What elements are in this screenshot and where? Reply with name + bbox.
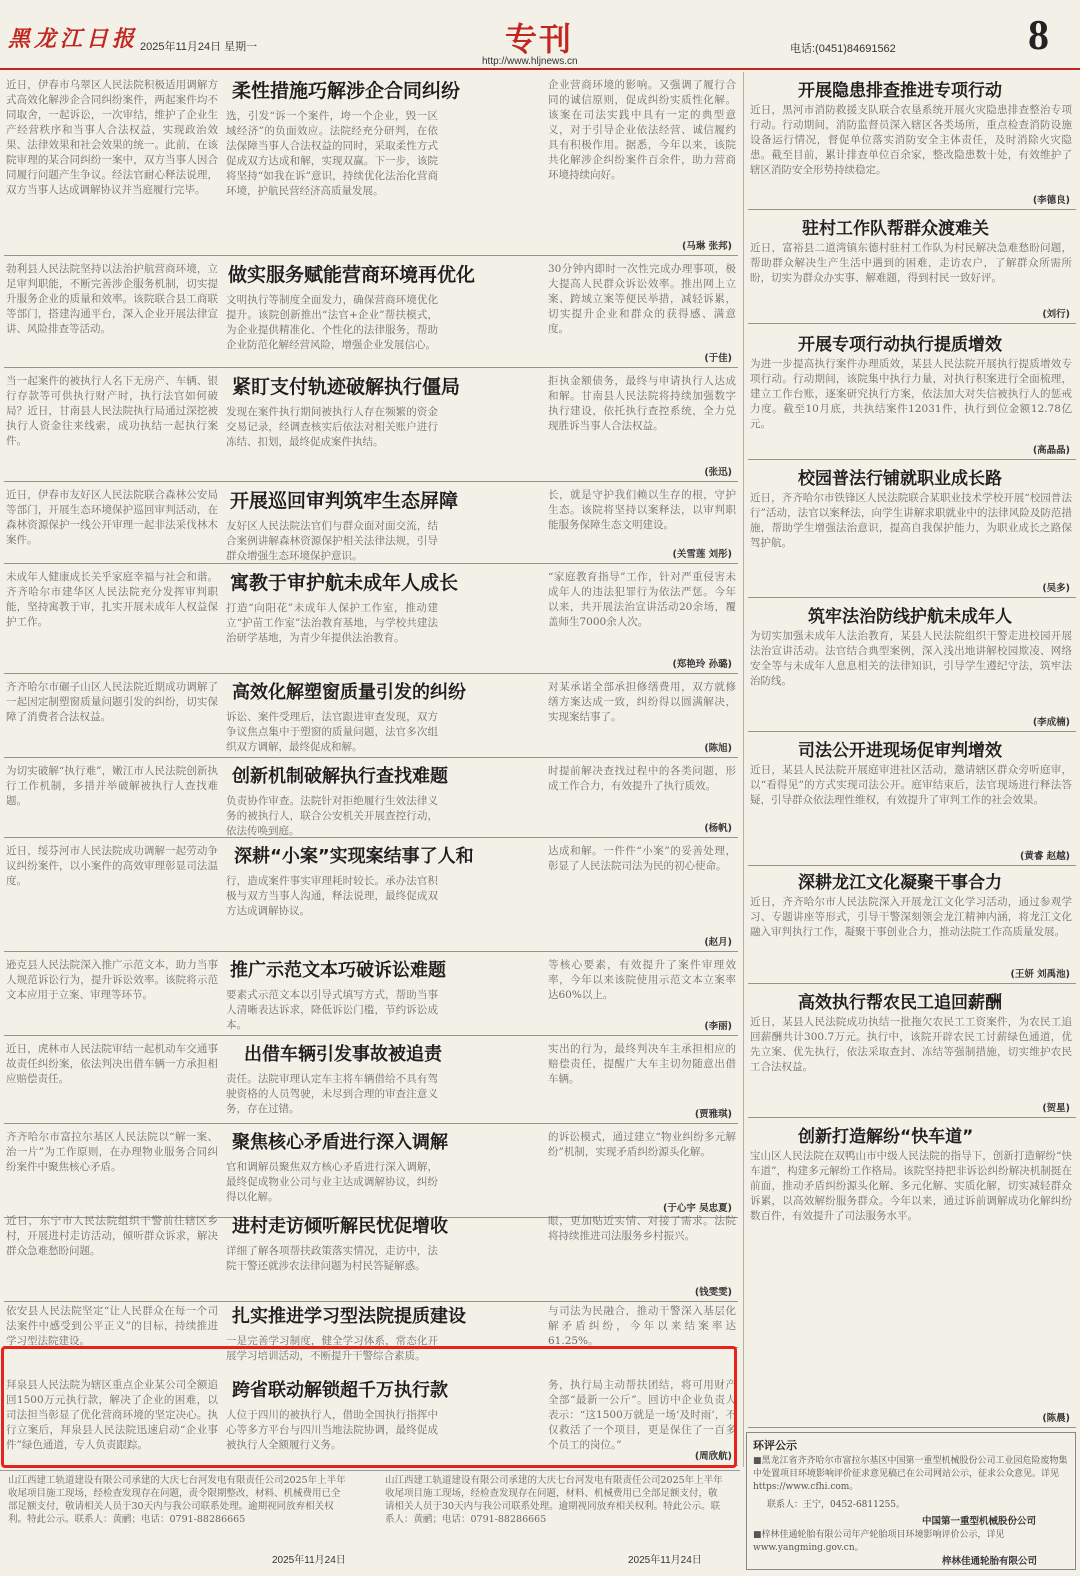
highlight-frame [1,1346,737,1468]
article-body-middle: 选，引发“诉一个案件，垮一个企业，毁一区域经济”的负面效应。法院经充分研判，在依法保障当事人合法权益的同时，采取柔性方式促成双方达成和解，实现双赢。下一步，该院将坚持“如我在诉”意识，持续优化法治化营商环境，护航民营经济高质量发展。 [226,110,438,197]
article-divider [4,951,738,952]
article-body-right: 30分钟内即时一次性完成办理事项，极大提高人民群众诉讼效率。推出网上立案、跨域立案等便民举措，减轻诉累，切实提升企业和群众的获得感、满意度。 [548,263,736,335]
article [6,74,738,254]
article-body-middle: 详细了解各项帮扶政策落实情况，走访中，法院干警还就涉农法律问题为村民答疑解惑。 [226,1245,438,1272]
article-headline[interactable]: 开展专项行动执行提质增效 [798,335,1002,355]
article [6,566,738,672]
article-body-middle: 要素式示范文本以引导式填写方式，帮助当事人清晰表达诉求，降低诉讼门槛，节约诉讼成本。 [226,989,438,1031]
article-headline[interactable]: 校园普法行铺就职业成长路 [798,469,1002,489]
article-divider [748,459,1076,460]
article-body-left: 逊克县人民法院深入推广示范文本，助力当事人规范诉讼行为，提升诉讼效率。该院将示范文本应用于立案、审理等环节。 [6,959,218,1001]
article [6,676,738,756]
article-body-left: 拜泉县人民法院为辖区重点企业某公司全额追回1500万元执行款，解决了企业的困难，以司法担当彰显了优化营商环境的坚定决心。执行立案后，拜泉县人民法院迅速启动“企业事件”绿色通道，专人负责跟踪。 [6,1379,218,1451]
article-headline[interactable]: 柔性措施巧解涉企合同纠纷 [232,80,461,102]
article-divider [748,209,1076,210]
article-divider [4,757,738,758]
article-byline: (关雪莲 刘彤) [672,549,732,560]
article-headline[interactable]: 聚焦核心矛盾进行深入调解 [232,1132,448,1153]
article-body-middle: 人位于四川的被执行人，借助全国执行指挥中心等多方平台与四川当地法院协调，最终促成被执行人全额履行义务。 [226,1409,438,1451]
article-headline[interactable]: 进村走访倾听解民忧促增收 [232,1216,448,1237]
masthead [0,0,1080,70]
article [6,1126,738,1216]
article-body-right: 时提前解决查找过程中的各类问题，形成工作合力，有效提升了执行质效。 [548,765,736,792]
article-divider [4,1035,738,1036]
article-body-right: 眼，更加贴近实情、对接了需求。法院将持续推进司法服务乡村振兴。 [548,1215,736,1242]
article-body: 为切实加强未成年人法治教育，某县人民法院组织干警走进校园开展法治宣讲活动。法官结合典型案例，深入浅出地讲解校园欺凌、网络安全等与未成年人息息相关的法律知识，引导学生遵纪守法，筑牢法治防线。 [750,630,1072,687]
article-byline: (陈晨) [1042,1413,1070,1424]
article-divider [748,731,1076,732]
article-divider [4,673,738,674]
article-body-left: 为切实破解“执行难”，嫩江市人民法院创新执行工作机制，多措并举破解被执行人查找难题。 [6,765,218,807]
issue-date: 2025年11月24日 星期一 [140,41,258,53]
article-body: 为进一步提高执行案件办理质效，某县人民法院开展执行提质增效专项行动。行动期间，该院集中执行力量，对执行积案进行全面梳理，建立工作台账，逐案研究执行方案，依法加大对失信被执行人的惩戒力度。截至10月底，共执结案件12031件，执行到位金额12.78亿元。 [750,358,1072,430]
article-body-middle: 一是完善学习制度，健全学习体系，常态化开展学习培训活动，不断提升干警综合素质。 [226,1335,438,1362]
article-byline: (钱雯雯) [694,1287,732,1298]
article [6,954,738,1034]
bottom-notice-left: 山江西建工轨道建设有限公司承建的大庆七台河发电有限责任公司2025年上半年收尾项目施工现场，经检查发现存在问题，责令限期整改，材料、机械费用已全部足额支付，敬请相关人员于30天内与我公司联系处理。逾期视同放弃相关权利。特此公示。联系人：黄鹂；电话：0791-88286665 [8,1475,346,1525]
article [6,840,738,950]
article-byline: (周欣航) [694,1451,732,1462]
article-divider [4,563,738,564]
article-byline: (于佳) [704,353,732,364]
article-body-middle: 友好区人民法院法官们与群众面对面交流，结合案例讲解森林资源保护相关法律法规，引导群众增强生态环境保护意识。 [226,520,438,562]
article-body: 近日，齐齐哈尔市铁锋区人民法院联合某职业技术学校开展“校园普法行”活动，法官以案释法，向学生讲解求职就业中的法律风险及防范措施，帮助学生增强法治意识，提高自我保护能力，为职业成长之路保驾护航。 [750,492,1072,549]
notice-body-1: ■黑龙江省齐齐哈尔市富拉尔基区中国第一重型机械股份公司工业园危险废物集中处置项目环境影响评价征求意见稿已在公司网站公示，征求公众意见。详见https://www.cfhi.com。 [753,1456,1068,1492]
article-byline: (王妍 刘禹池) [1010,969,1070,980]
article-body-right: “家庭教育指导”工作，针对严重侵害未成年人的违法犯罪行为依法严惩。今年以来，共开展法治宣讲活动20余场，覆盖师生7000余人次。 [548,571,736,628]
article-byline: (张迅) [704,467,732,478]
article-body-right: 的诉讼模式，通过建立“物业纠纷多元解纷”机制，实现矛盾纠纷源头化解。 [548,1131,736,1158]
article-body: 宝山区人民法院在双鸭山市中级人民法院的指导下，创新打造解纷“快车道”，构建多元解纷工作格局。该院坚持把非诉讼纠纷解决机制挺在前面，推动矛盾纠纷源头化解、多元化解、实质化解，切实减轻群众诉累，以高效解纷服务群众。今年以来，通过诉前调解成功化解纠纷数百件，有效提升了司法服务水平。 [750,1150,1072,1222]
article-byline: (吴多) [1042,583,1070,594]
article-body-left: 近日，绥芬河市人民法院成功调解一起劳动争议纠纷案件，以小案件的高效审理彰显司法温度。 [6,845,218,887]
article-byline: (李德良) [1032,195,1070,206]
article-body-left: 齐齐哈尔市富拉尔基区人民法院以“解一案、治一片”为工作原则，在办理物业服务合同纠纷案件中聚焦核心矛盾。 [6,1131,218,1173]
article-byline: (郑艳玲 孙璐) [672,659,732,670]
notice-company-1: 中国第一重型机械股份公司 [922,1516,1037,1527]
article-byline: (杨帆) [704,823,732,834]
article [6,760,738,836]
paper-name: 黑龙江日报 [8,26,139,52]
article-body: 近日，某县人民法院成功执结一批拖欠农民工工资案件，为农民工追回薪酬共计300.7万元。执行中，该院开辟农民工讨薪绿色通道，优先立案、优先执行，依法采取查封、冻结等强制措施，切实维护农民工合法权益。 [750,1016,1072,1073]
article [750,600,1076,730]
article-byline: (贾雅琪) [694,1109,732,1120]
article-body: 近日，黑河市消防救援支队联合农垦系统开展火灾隐患排查整治专项行动。行动期间，消防监督员深入辖区各类场所，重点检查消防设施设备运行情况，督促单位落实消防安全主体责任，及时消除火灾隐患。截至目前，累计排查单位百余家，整改隐患数十处，有效维护了辖区消防安全形势持续稳定。 [750,104,1072,176]
article-headline[interactable]: 高效执行帮农民工追回薪酬 [798,993,1002,1013]
article-body-left: 近日，虎林市人民法院审结一起机动车交通事故责任纠纷案，依法判决出借车辆一方承担相应赔偿责任。 [6,1043,218,1085]
article-byline: (刘行) [1042,309,1070,320]
article [750,74,1076,208]
article-divider [748,1427,1076,1428]
article-divider [4,837,738,838]
article-headline[interactable]: 做实服务赋能营商环境再优化 [228,264,476,286]
article-body-right: 企业营商环境的影响。又强调了履行合同的诚信原则，促成纠纷实质性化解。该案在司法实践中具有一定的典型意义，对于引导企业依法经营、诚信履约具有积极作用。据悉，今年以来，该院共化解涉企纠纷案件百余件，助力营商环境持续向好。 [548,79,736,181]
article-body-right: 达成和解。一件件“小案”的妥善处理，彰显了人民法院司法为民的初心使命。 [548,845,736,872]
article-byline: (高晶晶) [1032,445,1070,456]
masthead-rule [0,68,1080,70]
article-byline: (陈旭) [704,743,732,754]
article-headline[interactable]: 筑牢法治防线护航未成年人 [808,607,1012,627]
article-headline[interactable]: 高效化解塑窗质量引发的纠纷 [232,682,466,703]
article-headline[interactable]: 推广示范文本巧破诉讼难题 [230,960,446,981]
bottom-date-left: 2025年11月24日 [272,1555,346,1566]
article-headline[interactable]: 跨省联动解锁超千万执行款 [232,1380,448,1401]
article-divider [4,1123,738,1124]
bottom-notice-mid: 山江西建工轨道建设有限公司承建的大庆七台河发电有限责任公司2025年上半年收尾项目施工现场，经检查发现存在问题，材料、机械费用已全部足额支付，敬请相关人员于30天内与我公司联系处理。逾期视同放弃相关权利。特此公示。联系人：黄鹂；电话：0791-88286665 [385,1475,723,1525]
article-headline[interactable]: 深耕“小案”实现案结事了人和 [234,846,474,867]
article-divider [748,597,1076,598]
article [6,1300,738,1362]
article [6,1210,738,1300]
article [750,212,1076,322]
article-body-left: 近日，伊春市友好区人民法院联合森林公安局等部门，开展生态环境保护巡回审判活动，在森林资源保护一线公开审理一起非法采伐林木案件。 [6,489,218,546]
article-body-right: 拒执金额债务，最终与申请执行人达成和解。甘南县人民法院将持续加强数字执行建设，依托执行查控系统，全力兑现胜诉当事人合法权益。 [548,375,736,432]
article-headline[interactable]: 深耕龙江文化凝聚干事合力 [798,873,1002,893]
notice-title: 环评公示 [753,1439,797,1452]
column-divider [743,72,744,1467]
article-body-middle: 诉讼、案件受理后，法官跟进审查发现，双方争议焦点集中于塑窗的质量问题，法官多次组织双方调解，最终促成和解。 [226,711,438,753]
article-body-left: 当一起案件的被执行人名下无房产、车辆、银行存款等可供执行财产时，执行法官如何破局？近日，甘南县人民法院执行局通过深挖被执行人资金往来线索，成功执结一起执行案件。 [6,375,218,447]
article-body: 近日，齐齐哈尔市人民法院深入开展龙江文化学习活动，通过参观学习、专题讲座等形式，引导干警深刻领会龙江精神内涵，将龙江文化融入审判执行工作，凝聚干事创业合力，推动法院工作高质量发展。 [750,896,1072,938]
article-body-left: 近日，伊春市乌翠区人民法院积极适用调解方式高效化解涉企合同纠纷案件，两起案件均不同取舍，一起诉讼，一次审结，维护了企业生产经营秩序和当事人合法权益，实现政治效果、法律效果和社会效果的统一。此前，在该院审理的某合同纠纷一案中，双方当事人因合同履行问题产生争议。经法官耐心释法说理，双方当事人达成调解协议并当庭履行完毕。 [6,79,218,196]
article-headline[interactable]: 寓教于审护航未成年人成长 [230,572,459,594]
article [750,462,1076,596]
environmental-notice [746,1432,1076,1570]
article-body-right: 与司法为民融合，推动干警深入基层化解矛盾纠纷，今年以来结案率达61.25%。 [548,1305,736,1347]
article-headline[interactable]: 开展巡回审判筑牢生态屏障 [230,490,459,512]
article-headline[interactable]: 出借车辆引发事故被追责 [244,1044,442,1065]
article [750,328,1076,458]
article [6,1038,738,1122]
article-divider [748,1117,1076,1118]
article-body-middle: 负责协作审查。法院针对拒绝履行生效法律义务的被执行人，联合公安机关开展查控行动，依法传唤到庭。 [226,795,438,837]
article-byline: (李成楠) [1032,717,1070,728]
article [750,986,1076,1116]
article-divider [4,255,738,256]
article-byline: (李丽) [704,1021,732,1032]
article-body-middle: 责任。法院审理认定车主将车辆借给不具有驾驶资格的人员驾驶，未尽到合理的审查注意义务，存在过错。 [226,1073,438,1115]
article-body-right: 实出的行为，最终判决车主承担相应的赔偿责任，提醒广大车主切勿随意出借车辆。 [548,1043,736,1085]
notice-company-2: 梓林佳通轮胎有限公司 [942,1556,1038,1567]
page-number: 8 [1028,13,1049,59]
article-headline[interactable]: 创新机制破解执行查找难题 [232,766,448,787]
article-byline: (于心宇 吴忠夏) [663,1203,732,1214]
article-body-left: 依安县人民法院坚定“让人民群众在每一个司法案件中感受到公平正义”的目标，持续推进学习型法院建设。 [6,1305,218,1347]
article [6,484,738,562]
article [750,866,1076,982]
article-divider [748,983,1076,984]
article-body-left: 近日，东宁市人民法院组织干警前往辖区乡村，开展进村走访活动，倾听群众诉求，解决群众急难愁盼问题。 [6,1215,218,1257]
article-body-right: 长，就是守护我们赖以生存的根，守护生态。该院将坚持以案释法，以审判职能服务保障生态文明建设。 [548,489,736,531]
article [750,734,1076,864]
article-byline: (黄睿 赵越) [1020,851,1070,862]
notice-body-2: ■梓林佳通轮胎有限公司年产轮胎项目环境影响评价公示，详见 www.yangming.gov.cn。 [753,1530,1005,1553]
notice-contact: 联系人：王宁，0452-6811255。 [767,1500,906,1510]
phone-number: 电话:(0451)84691562 [790,43,896,55]
article-headline[interactable]: 开展隐患排查推进专项行动 [798,81,1002,101]
article-body-left: 未成年人健康成长关乎家庭幸福与社会和谐。齐齐哈尔市建华区人民法院充分发挥审判职能，坚持寓教于审，扎实开展未成年人权益保护工作。 [6,571,218,628]
article-byline: (贺星) [1042,1103,1070,1114]
article-headline[interactable]: 紧盯支付轨迹破解执行僵局 [232,376,461,398]
article-byline: (马琳 张邦) [682,241,732,252]
article-body-middle: 打造“向阳花”未成年人保护工作室，推动建立“护苗工作室”法治教育基地，与学校共建法治研学基地，为青少年提供法治教育。 [226,602,438,644]
article-body: 近日，富裕县二道湾镇东德村驻村工作队为村民解决急难愁盼问题，帮助群众解决生产生活中遇到的困难，走访农户，了解群众所需所盼，切实为群众办实事、解难题，得到村民一致好评。 [750,242,1072,284]
article [750,1120,1076,1426]
article-divider [4,367,738,368]
article-divider [748,323,1076,324]
article-headline[interactable]: 驻村工作队帮群众渡难关 [802,219,989,239]
article-body: 近日，某县人民法院开展庭审进社区活动，邀请辖区群众旁听庭审，以“看得见”的方式实现司法公开。庭审结束后，法官现场进行释法答疑，引导群众依法理性维权，有效提升了审判工作的社会效果。 [750,764,1072,806]
article-divider [4,481,738,482]
article-body-right: 对某承诺全部承担修缮费用，双方就修缮方案达成一致，纠纷得以圆满解决，实现案结事了。 [548,681,736,723]
article-body-left: 齐齐哈尔市碾子山区人民法院近期成功调解了一起因定制塑窗质量问题引发的纠纷，切实保障了消费者合法权益。 [6,681,218,723]
article-byline: (赵月) [704,937,732,948]
article [6,370,738,480]
bottom-date-mid: 2025年11月24日 [628,1555,702,1566]
section-title: 专刊 [505,20,574,58]
article-body-middle: 文明执行等制度全面发力，确保营商环境优化提升。该院创新推出“法官+企业”帮扶模式，为企业提供精准化、个性化的法律服务，帮助企业防范化解经营风险，增强企业发展信心。 [226,294,438,351]
article-body-left: 勃利县人民法院坚持以法治护航营商环境，立足审判职能，不断完善涉企服务机制，切实提升服务企业的质量和效率。该院联合县工商联等部门，搭建沟通平台，深入企业开展法律宣讲、风险排查等活动。 [6,263,218,335]
article [6,258,738,366]
article-body-right: 等核心要素，有效提升了案件审理效率，今年以来该院使用示范文本立案率达60%以上。 [548,959,736,1001]
article-body-right: 务，执行局主动帮扶团结，将可用财产全部“最新一公斤”。回访中企业负责人表示：“这1500万就是一场‘及时雨’，不仅救活了一个项目，更是保住了一百多个员工的岗位。” [548,1379,736,1451]
article-body-middle: 行，造成案件事实审理耗时较长。承办法官积极与双方当事人沟通，释法说理，最终促成双方达成调解协议。 [226,875,438,917]
site-url[interactable]: http://www.hljnews.cn [482,56,578,67]
article-headline[interactable]: 创新打造解纷“快车道” [798,1127,974,1147]
article-body-middle: 官和调解员聚焦双方核心矛盾进行深入调解，最终促成物业公司与业主达成调解协议，纠纷得以化解。 [226,1161,438,1203]
article-headline[interactable]: 扎实推进学习型法院提质建设 [232,1306,466,1327]
article-body-middle: 发现在案件执行期间被执行人存在频繁的资金交易记录，经调查核实后依法对相关账户进行冻结、扣划，最终促成案件执结。 [226,406,438,448]
article-headline[interactable]: 司法公开进现场促审判增效 [798,741,1002,761]
footer-rule [0,1470,740,1471]
